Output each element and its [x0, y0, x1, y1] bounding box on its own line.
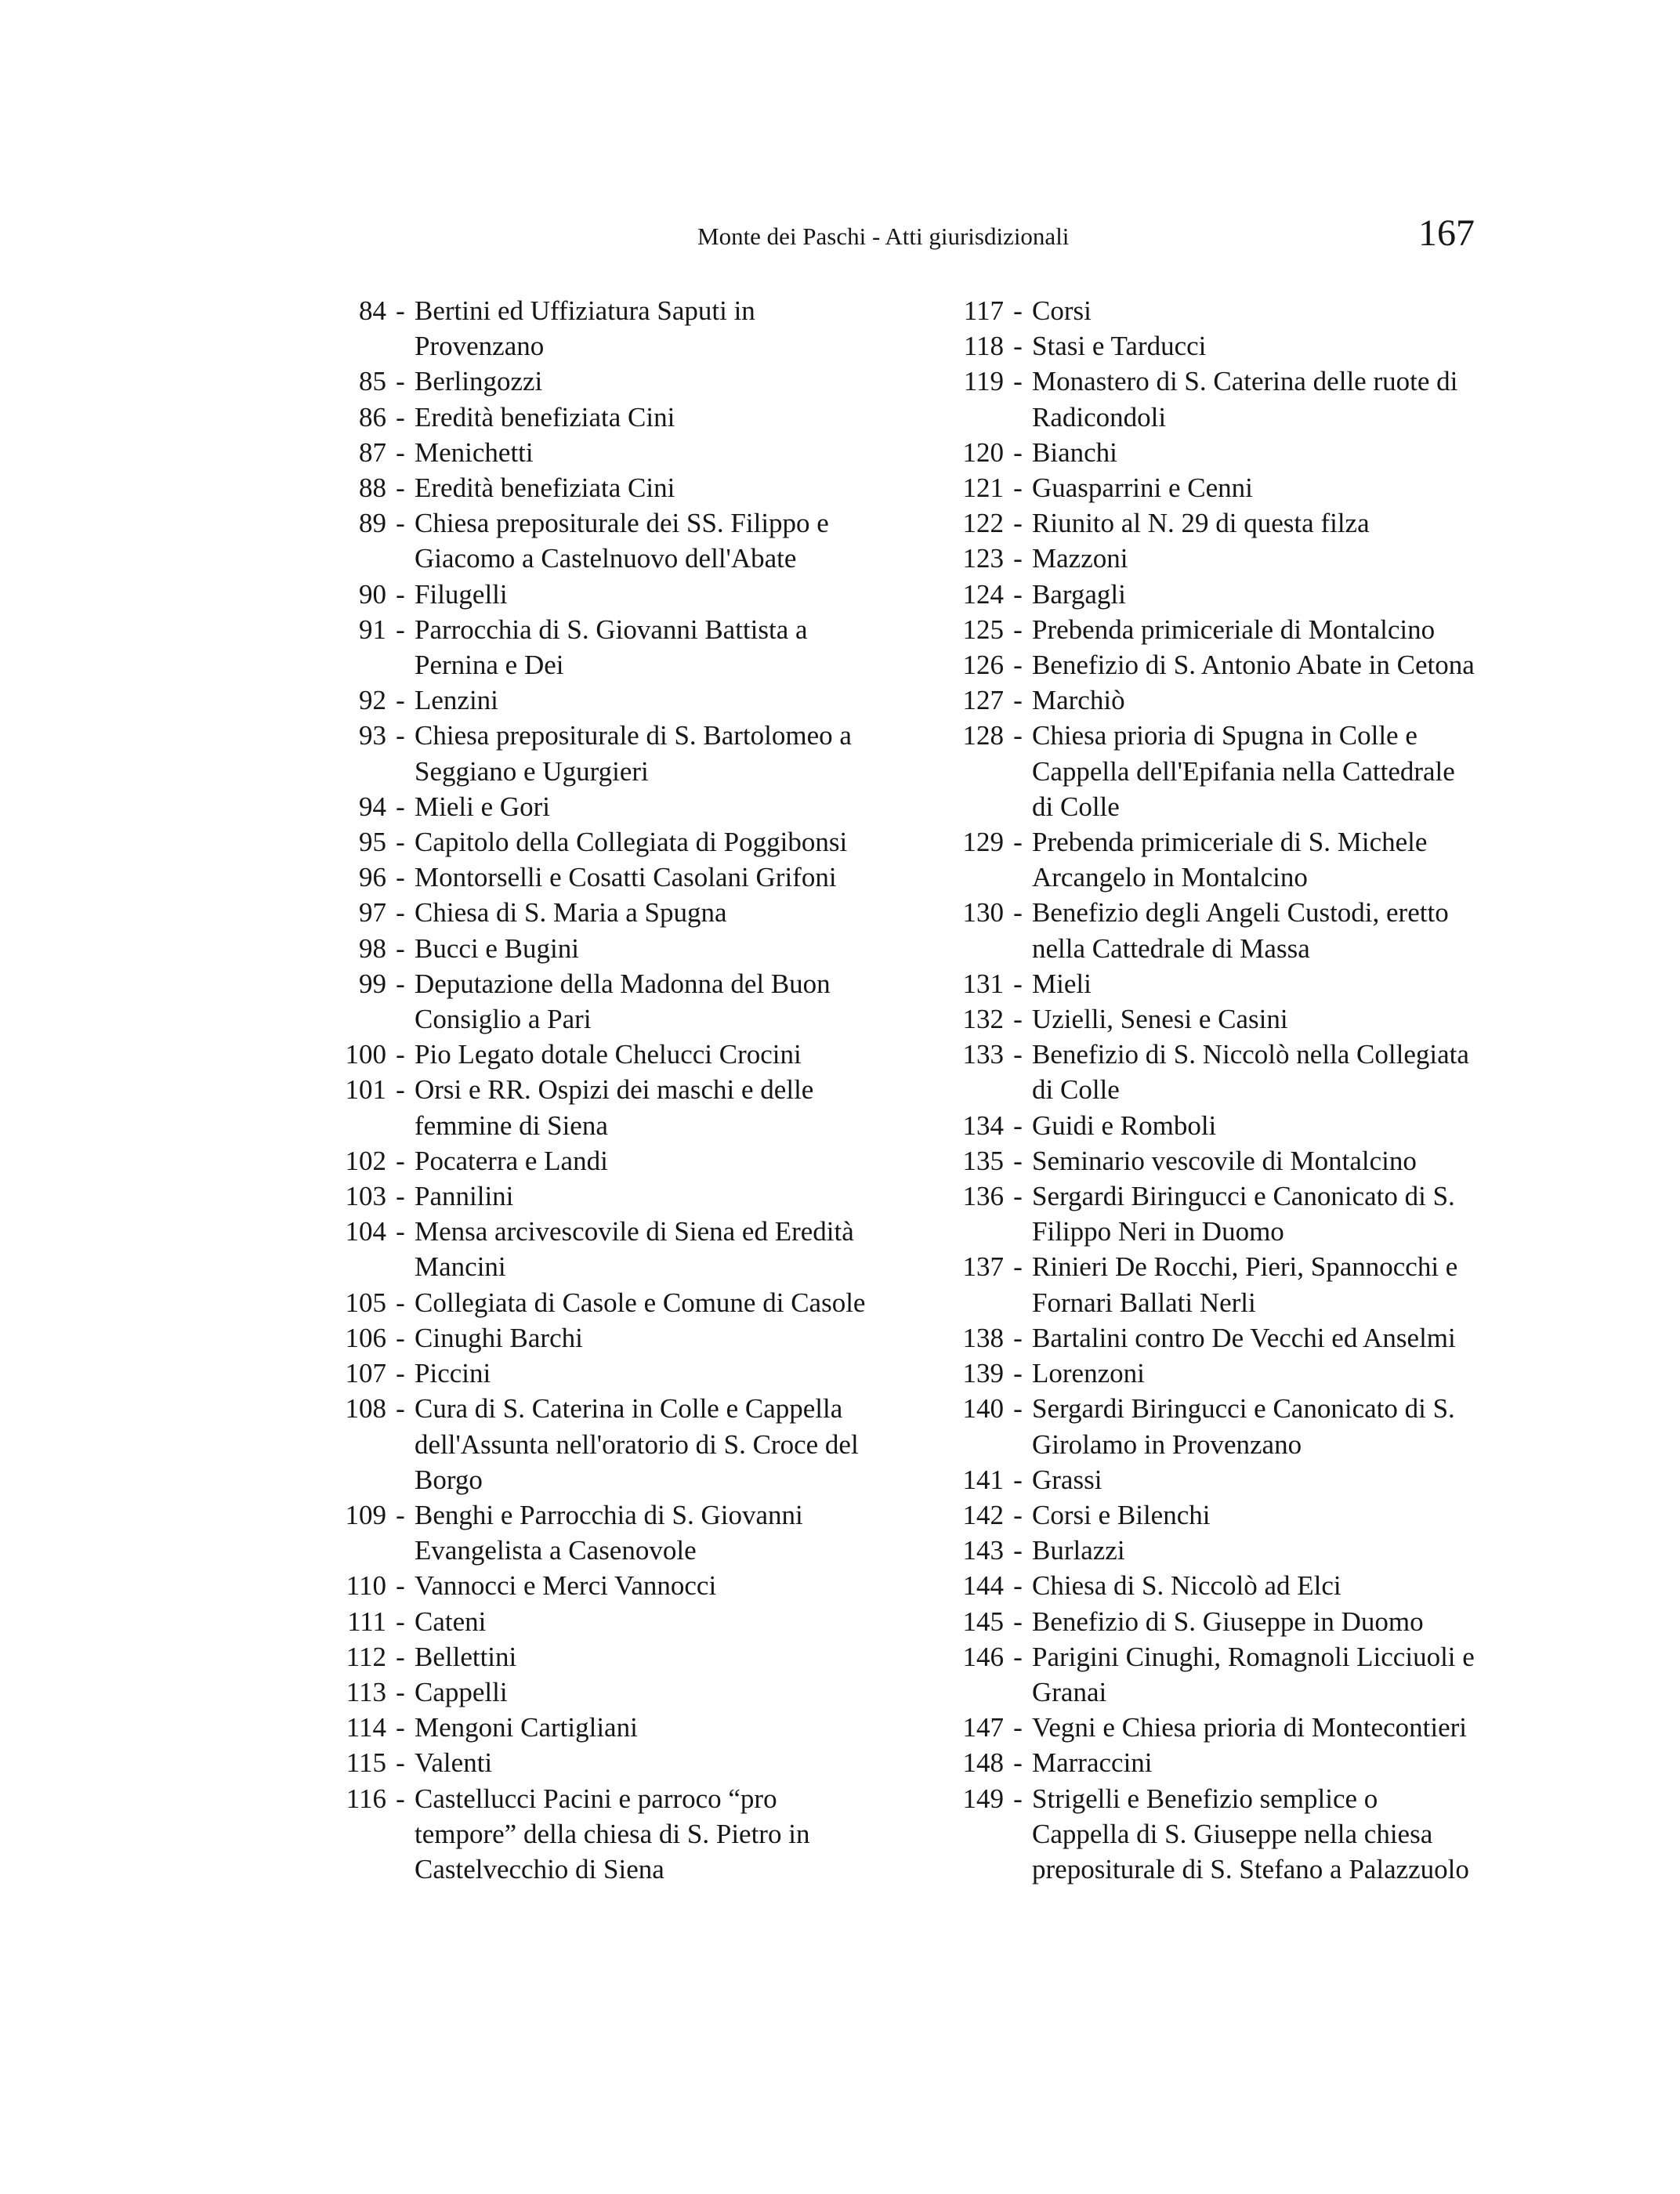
entry-number: 115: [346, 1747, 386, 1779]
entry-text: Menichetti: [415, 436, 534, 468]
list-item: [929, 1710, 1481, 1745]
entry-separator: -: [396, 1570, 405, 1602]
entry-number: 119: [963, 366, 1004, 397]
entry-text: Lenzini: [415, 685, 498, 716]
list-item: [929, 328, 1481, 364]
entry-text: Corsi e Bilenchi: [1032, 1499, 1211, 1530]
list-item: [313, 1781, 878, 1888]
entry-number: 118: [963, 331, 1004, 362]
list-item: [929, 1391, 1481, 1461]
entry-number: 95: [359, 827, 386, 858]
entry-number: 109: [345, 1499, 386, 1530]
list-item: [313, 1568, 878, 1603]
list-item: [313, 1178, 878, 1214]
entry-text: Pio Legato dotale Chelucci Crocini: [415, 1039, 802, 1070]
entry-text: Benghi e Parrocchia di S. Giovanni Evangelista a Casenovole: [415, 1499, 803, 1566]
entry-number: 136: [962, 1181, 1004, 1212]
entry-number: 141: [962, 1464, 1004, 1495]
list-item: [313, 435, 878, 470]
list-item: [929, 1356, 1481, 1391]
entry-number: 126: [962, 650, 1004, 681]
list-item: [929, 718, 1481, 824]
entry-number: 111: [347, 1606, 386, 1637]
entry-number: 93: [359, 720, 386, 751]
entry-number: 135: [962, 1145, 1004, 1176]
entry-text: Bianchi: [1032, 436, 1117, 468]
entry-number: 133: [962, 1039, 1004, 1070]
entry-number: 96: [359, 862, 386, 893]
entry-separator: -: [1013, 1039, 1023, 1070]
entry-separator: -: [1013, 1393, 1023, 1425]
entry-text: Piccini: [415, 1358, 491, 1389]
entry-text: Eredità benefiziata Cini: [415, 401, 675, 433]
entry-number: 128: [962, 720, 1004, 751]
list-item: [313, 1072, 878, 1142]
entry-number: 129: [962, 827, 1004, 858]
list-item: [929, 1108, 1481, 1143]
entry-separator: -: [1013, 1606, 1023, 1637]
list-item: [313, 1037, 878, 1072]
entry-text: Parrocchia di S. Giovanni Battista a Pernina e Dei: [415, 614, 808, 681]
entry-text: Deputazione della Madonna del Buon Consiglio a Pari: [415, 968, 831, 1035]
entry-separator: -: [1013, 1499, 1023, 1530]
list-item: [929, 682, 1481, 718]
entry-separator: -: [396, 932, 405, 964]
entry-text: Monastero di S. Caterina delle ruote di Radicondoli: [1032, 366, 1458, 433]
entry-text: Berlingozzi: [415, 366, 543, 397]
list-item: [929, 1639, 1481, 1710]
entry-text: Bertini ed Uffiziatura Saputi in Provenzano: [415, 295, 755, 362]
left-column: [313, 293, 878, 1887]
entry-number: 139: [962, 1358, 1004, 1389]
entry-separator: -: [396, 436, 405, 468]
list-item: [313, 1710, 878, 1745]
entry-separator: -: [1013, 1181, 1023, 1212]
list-item: [929, 293, 1481, 328]
entry-text: Grassi: [1032, 1464, 1102, 1495]
list-item: [929, 470, 1481, 505]
entry-number: 137: [962, 1251, 1004, 1283]
entry-number: 103: [345, 1181, 386, 1212]
entry-text: Collegiata di Casole e Comune di Casole: [415, 1287, 866, 1318]
entry-number: 99: [359, 968, 386, 999]
entry-separator: -: [1013, 720, 1023, 751]
entry-text: Chiesa di S. Niccolò ad Elci: [1032, 1570, 1341, 1602]
entry-separator: -: [1013, 436, 1023, 468]
entry-separator: -: [396, 295, 405, 326]
list-item: [929, 541, 1481, 576]
entry-separator: -: [1013, 1004, 1023, 1035]
entry-text: Chiesa di S. Maria a Spugna: [415, 897, 727, 929]
entry-number: 110: [346, 1570, 386, 1602]
entry-number: 146: [962, 1641, 1004, 1672]
entry-number: 87: [359, 436, 386, 468]
list-item: [313, 931, 878, 966]
list-item: [929, 612, 1481, 647]
entry-separator: -: [396, 1712, 405, 1743]
list-item: [313, 1285, 878, 1320]
entry-number: 121: [962, 472, 1004, 504]
entry-text: Burlazzi: [1032, 1535, 1125, 1566]
entry-text: Cura di S. Caterina in Colle e Cappella dell'Assunta nell'oratorio di S. Croce del Borgo: [415, 1393, 859, 1495]
list-item: [929, 647, 1481, 682]
entry-separator: -: [1013, 543, 1023, 574]
list-item: [929, 1178, 1481, 1249]
entry-separator: -: [396, 791, 405, 822]
list-item: [313, 1214, 878, 1284]
entry-separator: -: [396, 862, 405, 893]
entry-number: 92: [359, 685, 386, 716]
list-item: [313, 895, 878, 930]
entry-number: 127: [962, 685, 1004, 716]
list-item: [313, 1639, 878, 1674]
entry-text: Stasi e Tarducci: [1032, 331, 1207, 362]
list-item: [313, 860, 878, 895]
entry-text: Rinieri De Rocchi, Pieri, Spannocchi e Fornari Ballati Nerli: [1032, 1251, 1458, 1318]
entry-text: Filugelli: [415, 578, 508, 610]
entry-text: Marchiò: [1032, 685, 1125, 716]
entry-separator: -: [396, 578, 405, 610]
entry-text: Lorenzoni: [1032, 1358, 1145, 1389]
list-item: [929, 577, 1481, 612]
entry-separator: -: [396, 720, 405, 751]
entry-separator: -: [396, 968, 405, 999]
entry-text: Chiesa prepositurale dei SS. Filippo e Giacomo a Castelnuovo dell'Abate: [415, 508, 829, 574]
entry-text: Capitolo della Collegiata di Poggibonsi: [415, 827, 848, 858]
entry-number: 106: [345, 1322, 386, 1353]
list-item: [313, 1143, 878, 1178]
list-item: [929, 966, 1481, 1001]
page-number: 167: [1418, 212, 1475, 254]
list-item: [313, 1356, 878, 1391]
entry-number: 122: [962, 508, 1004, 539]
entry-separator: -: [1013, 295, 1023, 326]
entry-number: 124: [962, 578, 1004, 610]
list-item: [929, 1745, 1481, 1780]
entry-separator: -: [396, 614, 405, 645]
entry-text: Strigelli e Benefizio semplice o Cappella di S. Giuseppe nella chiesa prepositurale di S. Stefano a Palazzuolo: [1032, 1783, 1469, 1884]
entry-number: 89: [359, 508, 386, 539]
entry-separator: -: [1013, 1783, 1023, 1814]
entry-text: Guidi e Romboli: [1032, 1110, 1217, 1141]
entry-text: Montorselli e Cosatti Casolani Grifoni: [415, 862, 837, 893]
list-item: [929, 1533, 1481, 1568]
entry-number: 145: [962, 1606, 1004, 1637]
entry-text: Chiesa prioria di Spugna in Colle e Cappella dell'Epifania nella Cattedrale di Colle: [1032, 720, 1455, 822]
list-item: [929, 1320, 1481, 1356]
entry-text: Chiesa prepositurale di S. Bartolomeo a Seggiano e Ugurgieri: [415, 720, 852, 787]
list-item: [313, 400, 878, 435]
list-item: [313, 682, 878, 718]
entry-text: Benefizio di S. Antonio Abate in Cetona: [1032, 650, 1475, 681]
entry-number: 113: [346, 1676, 386, 1707]
list-item: [313, 1497, 878, 1568]
entry-number: 117: [963, 295, 1004, 326]
list-item: [929, 1249, 1481, 1320]
list-item: [929, 895, 1481, 965]
entry-separator: -: [1013, 1322, 1023, 1353]
entry-number: 144: [962, 1570, 1004, 1602]
entry-number: 86: [359, 401, 386, 433]
list-item: [313, 577, 878, 612]
entry-number: 131: [962, 968, 1004, 999]
entry-separator: -: [1013, 472, 1023, 504]
entry-number: 94: [359, 791, 386, 822]
entry-number: 140: [962, 1393, 1004, 1425]
list-item: [929, 1604, 1481, 1639]
entry-text: Cinughi Barchi: [415, 1322, 583, 1353]
entry-separator: -: [396, 366, 405, 397]
list-item: [313, 718, 878, 788]
entry-separator: -: [396, 1393, 405, 1425]
list-item: [313, 1745, 878, 1780]
entry-separator: -: [396, 1676, 405, 1707]
entry-separator: -: [396, 1641, 405, 1672]
entry-separator: -: [1013, 366, 1023, 397]
entry-text: Valenti: [415, 1747, 493, 1779]
entry-text: Mieli: [1032, 968, 1092, 999]
entry-text: Pannilini: [415, 1181, 514, 1212]
entry-separator: -: [396, 1216, 405, 1247]
entry-text: Benefizio degli Angeli Custodi, eretto nella Cattedrale di Massa: [1032, 897, 1449, 964]
entry-text: Bucci e Bugini: [415, 932, 579, 964]
right-column: [929, 293, 1481, 1887]
list-item: [929, 435, 1481, 470]
list-item: [313, 612, 878, 682]
entry-separator: -: [1013, 968, 1023, 999]
entry-separator: -: [396, 508, 405, 539]
entry-text: Mengoni Cartigliani: [415, 1712, 638, 1743]
entry-text: Mieli e Gori: [415, 791, 551, 822]
list-item: [929, 1497, 1481, 1533]
entry-separator: -: [396, 401, 405, 433]
entry-separator: -: [1013, 578, 1023, 610]
list-item: [313, 789, 878, 824]
list-item: [313, 824, 878, 860]
list-item: [313, 505, 878, 576]
entry-text: Benefizio di S. Giuseppe in Duomo: [1032, 1606, 1424, 1637]
entry-separator: -: [1013, 897, 1023, 929]
entry-number: 147: [962, 1712, 1004, 1743]
entry-text: Corsi: [1032, 295, 1092, 326]
entry-text: Benefizio di S. Niccolò nella Collegiata di Colle: [1032, 1039, 1469, 1106]
entry-number: 120: [962, 436, 1004, 468]
entry-number: 116: [346, 1783, 386, 1814]
entry-separator: -: [396, 1074, 405, 1106]
entry-text: Prebenda primiceriale di Montalcino: [1032, 614, 1436, 645]
entry-number: 123: [962, 543, 1004, 574]
entry-text: Eredità benefiziata Cini: [415, 472, 675, 504]
entry-number: 148: [962, 1747, 1004, 1779]
list-item: [313, 1320, 878, 1356]
list-item: [313, 1391, 878, 1497]
entry-separator: -: [1013, 1358, 1023, 1389]
entry-separator: -: [396, 472, 405, 504]
entry-separator: -: [1013, 1464, 1023, 1495]
entry-number: 100: [345, 1039, 386, 1070]
entry-number: 132: [962, 1004, 1004, 1035]
list-item: [929, 1462, 1481, 1497]
list-item: [313, 470, 878, 505]
entry-text: Bartalini contro De Vecchi ed Anselmi: [1032, 1322, 1456, 1353]
entry-separator: -: [1013, 1747, 1023, 1779]
entry-text: Cateni: [415, 1606, 487, 1637]
entry-number: 97: [359, 897, 386, 929]
entry-text: Riunito al N. 29 di questa filza: [1032, 508, 1370, 539]
entry-number: 149: [962, 1783, 1004, 1814]
list-item: [313, 1674, 878, 1710]
list-item: [313, 293, 878, 364]
entry-text: Uzielli, Senesi e Casini: [1032, 1004, 1288, 1035]
entry-separator: -: [396, 827, 405, 858]
list-item: [929, 364, 1481, 434]
list-item: [929, 1781, 1481, 1888]
entry-separator: -: [1013, 1712, 1023, 1743]
entry-text: Prebenda primiceriale di S. Michele Arcangelo in Montalcino: [1032, 827, 1428, 893]
entry-number: 90: [359, 578, 386, 610]
entry-separator: -: [1013, 827, 1023, 858]
list-item: [929, 824, 1481, 895]
entry-number: 105: [345, 1287, 386, 1318]
entry-separator: -: [1013, 331, 1023, 362]
entry-number: 125: [962, 614, 1004, 645]
page-header: [0, 213, 1475, 263]
list-item: [313, 364, 878, 399]
entry-separator: -: [1013, 1535, 1023, 1566]
running-title: Monte dei Paschi - Atti giurisdizionali: [697, 223, 1070, 250]
entry-number: 102: [345, 1145, 386, 1176]
entry-text: Seminario vescovile di Montalcino: [1032, 1145, 1417, 1176]
entry-text: Marraccini: [1032, 1747, 1153, 1779]
entry-number: 85: [359, 366, 386, 397]
entry-number: 112: [346, 1641, 386, 1672]
list-item: [313, 1604, 878, 1639]
entry-separator: -: [1013, 650, 1023, 681]
list-item: [929, 505, 1481, 541]
entry-text: Sergardi Biringucci e Canonicato di S. Girolamo in Provenzano: [1032, 1393, 1455, 1460]
entry-separator: -: [1013, 1570, 1023, 1602]
list-item: [929, 1568, 1481, 1603]
entry-separator: -: [396, 1181, 405, 1212]
entry-separator: -: [396, 1145, 405, 1176]
entry-text: Castellucci Pacini e parroco “pro tempore” della chiesa di S. Pietro in Castelvecchio di Siena: [415, 1783, 810, 1884]
entry-separator: -: [396, 1287, 405, 1318]
entry-number: 134: [962, 1110, 1004, 1141]
entry-number: 142: [962, 1499, 1004, 1530]
entry-number: 108: [345, 1393, 386, 1425]
entry-text: Sergardi Biringucci e Canonicato di S. Filippo Neri in Duomo: [1032, 1181, 1455, 1247]
entry-text: Bellettini: [415, 1641, 517, 1672]
entry-text: Cappelli: [415, 1676, 508, 1707]
entry-separator: -: [396, 897, 405, 929]
list-item: [929, 1037, 1481, 1107]
entry-text: Orsi e RR. Ospizi dei maschi e delle femmine di Siena: [415, 1074, 814, 1141]
entry-separator: -: [396, 1783, 405, 1814]
entry-number: 101: [345, 1074, 386, 1106]
entry-text: Vegni e Chiesa prioria di Montecontieri: [1032, 1712, 1467, 1743]
entry-text: Mazzoni: [1032, 543, 1128, 574]
list-item: [313, 966, 878, 1037]
entry-separator: -: [1013, 614, 1023, 645]
entry-text: Parigini Cinughi, Romagnoli Licciuoli e Granai: [1032, 1641, 1475, 1707]
entry-number: 114: [346, 1712, 386, 1743]
entry-separator: -: [396, 1358, 405, 1389]
entry-separator: -: [396, 1499, 405, 1530]
entry-separator: -: [1013, 1251, 1023, 1283]
entry-text: Pocaterra e Landi: [415, 1145, 608, 1176]
entry-text: Vannocci e Merci Vannocci: [415, 1570, 717, 1602]
entry-separator: -: [396, 1606, 405, 1637]
entry-number: 107: [345, 1358, 386, 1389]
entry-separator: -: [1013, 1110, 1023, 1141]
entry-separator: -: [1013, 508, 1023, 539]
entry-number: 84: [359, 295, 386, 326]
entry-separator: -: [1013, 1641, 1023, 1672]
entry-number: 98: [359, 932, 386, 964]
entry-separator: -: [396, 685, 405, 716]
list-item: [929, 1143, 1481, 1178]
entry-number: 104: [345, 1216, 386, 1247]
entry-separator: -: [396, 1747, 405, 1779]
entry-number: 130: [962, 897, 1004, 929]
entry-number: 138: [962, 1322, 1004, 1353]
entry-text: Guasparrini e Cenni: [1032, 472, 1253, 504]
entry-separator: -: [396, 1322, 405, 1353]
list-item: [929, 1001, 1481, 1037]
entry-number: 88: [359, 472, 386, 504]
entry-text: Bargagli: [1032, 578, 1126, 610]
entry-separator: -: [396, 1039, 405, 1070]
entry-text: Mensa arcivescovile di Siena ed Eredità Mancini: [415, 1216, 854, 1283]
entry-number: 143: [962, 1535, 1004, 1566]
entry-separator: -: [1013, 685, 1023, 716]
entry-separator: -: [1013, 1145, 1023, 1176]
entry-number: 91: [359, 614, 386, 645]
